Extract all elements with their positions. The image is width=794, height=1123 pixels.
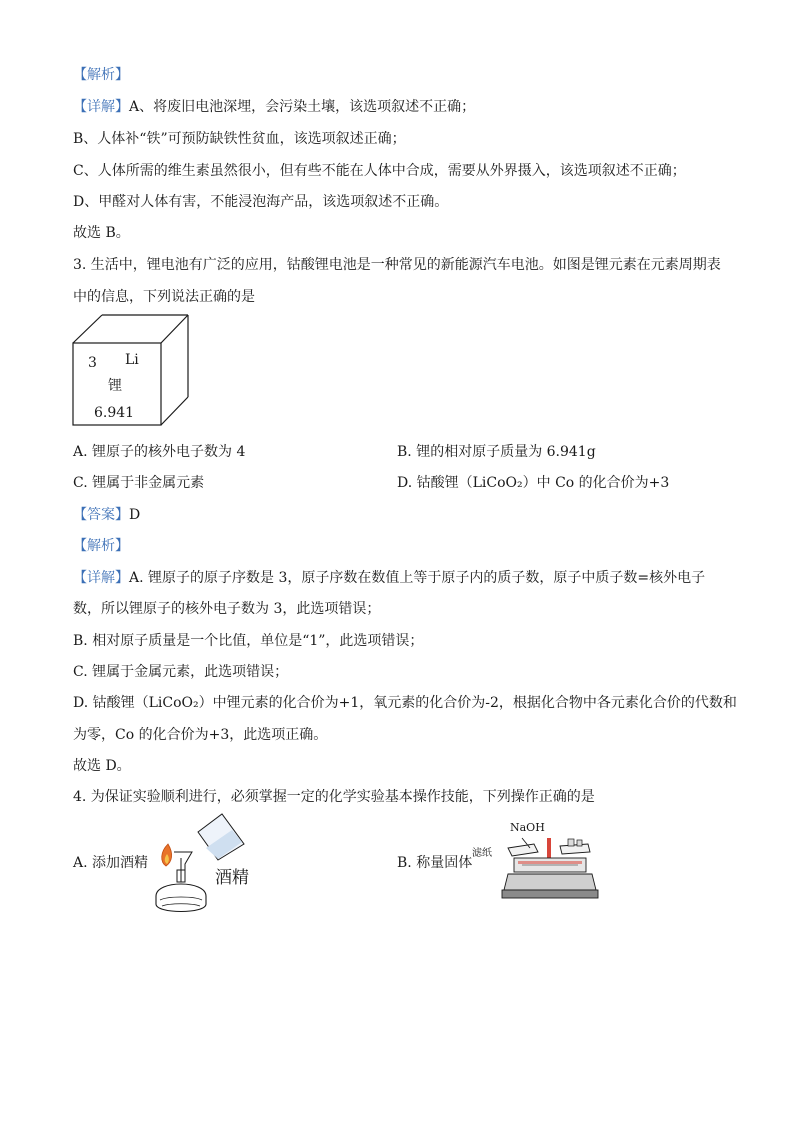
q4-stem: 4. 为保证实验顺利进行，必须掌握一定的化学实验基本操作技能，下列操作正确的是	[73, 789, 595, 805]
q3-detail-a2: 数，所以锂原子的核外电子数为 3，此选项错误；	[73, 601, 381, 617]
naoh-label: NaOH	[510, 821, 545, 834]
element-atomic-mass: 6.941	[94, 405, 135, 421]
q2-analysis-tag: 【解析】	[73, 67, 129, 83]
q3-detail-c: C. 锂属于金属元素，此选项错误；	[73, 664, 289, 680]
alcohol-lamp-illustration	[148, 812, 256, 920]
q2-detail-line	[73, 98, 475, 116]
q3-detail-a1-text: A. 锂原子的原子序数是 3，原子序数在数值上等于原子内的质子数，原子中质子数=核外电子	[129, 570, 706, 586]
balance-illustration	[500, 834, 600, 902]
q3-stem-line1: 3. 生活中，锂电池有广泛的应用，钴酸锂电池是一种常见的新能源汽车电池。如图是锂元素在元素周期表	[73, 257, 721, 273]
q4-option-a: A. 添加酒精	[73, 855, 149, 871]
q3-answer-line	[73, 506, 140, 524]
filter-paper-label: 滤纸	[472, 848, 492, 859]
q3-detail-tag: 【详解】	[73, 570, 129, 586]
q3-answer-tag: 【答案】	[73, 507, 129, 523]
q2-line-c: C、人体所需的维生素虽然很小，但有些不能在人体中合成，需要从外界摄入，该选项叙述不正确；	[73, 163, 686, 179]
element-atomic-number: 3	[88, 355, 97, 371]
q3-answer: D	[129, 507, 141, 523]
q3-conclusion: 故选 D。	[73, 758, 131, 774]
q4-option-b: B. 称量固体	[397, 855, 473, 871]
q3-option-a: A. 锂原子的核外电子数为 4	[73, 444, 246, 460]
element-symbol: Li	[125, 352, 139, 368]
q3-detail-d1: D. 钴酸锂（LiCoO₂）中锂元素的化合价为+1，氧元素的化合价为-2，根据化合物中各元素化合价的代数和	[73, 695, 737, 711]
q3-option-b: B. 锂的相对原子质量为 6.941g	[397, 444, 596, 460]
q3-analysis-tag: 【解析】	[73, 538, 129, 554]
q2-conclusion: 故选 B。	[73, 225, 130, 241]
q3-option-c: C. 锂属于非金属元素	[73, 475, 205, 491]
q3-detail-a1	[73, 569, 705, 587]
q2-line-b: B、人体补“铁”可预防缺铁性贫血，该选项叙述正确；	[73, 131, 406, 147]
q3-detail-b: B. 相对原子质量是一个比值，单位是“1”，此选项错误；	[73, 633, 424, 649]
q2-detail-tag: 【详解】	[73, 99, 129, 115]
q3-stem-line2: 中的信息，下列说法正确的是	[73, 289, 255, 305]
q2-detail-text: A、将废旧电池深埋，会污染土壤，该选项叙述不正确；	[129, 99, 476, 115]
q3-option-d: D. 钴酸锂（LiCoO₂）中 Co 的化合价为+3	[397, 475, 670, 491]
alcohol-label: 酒精	[215, 868, 249, 888]
q3-detail-d2: 为零，Co 的化合价为+3，此选项正确。	[73, 727, 328, 743]
q2-line-d: D、甲醛对人体有害，不能浸泡海产品，该选项叙述不正确。	[73, 194, 449, 210]
lithium-element-card	[70, 312, 192, 428]
element-name: 锂	[108, 378, 122, 394]
